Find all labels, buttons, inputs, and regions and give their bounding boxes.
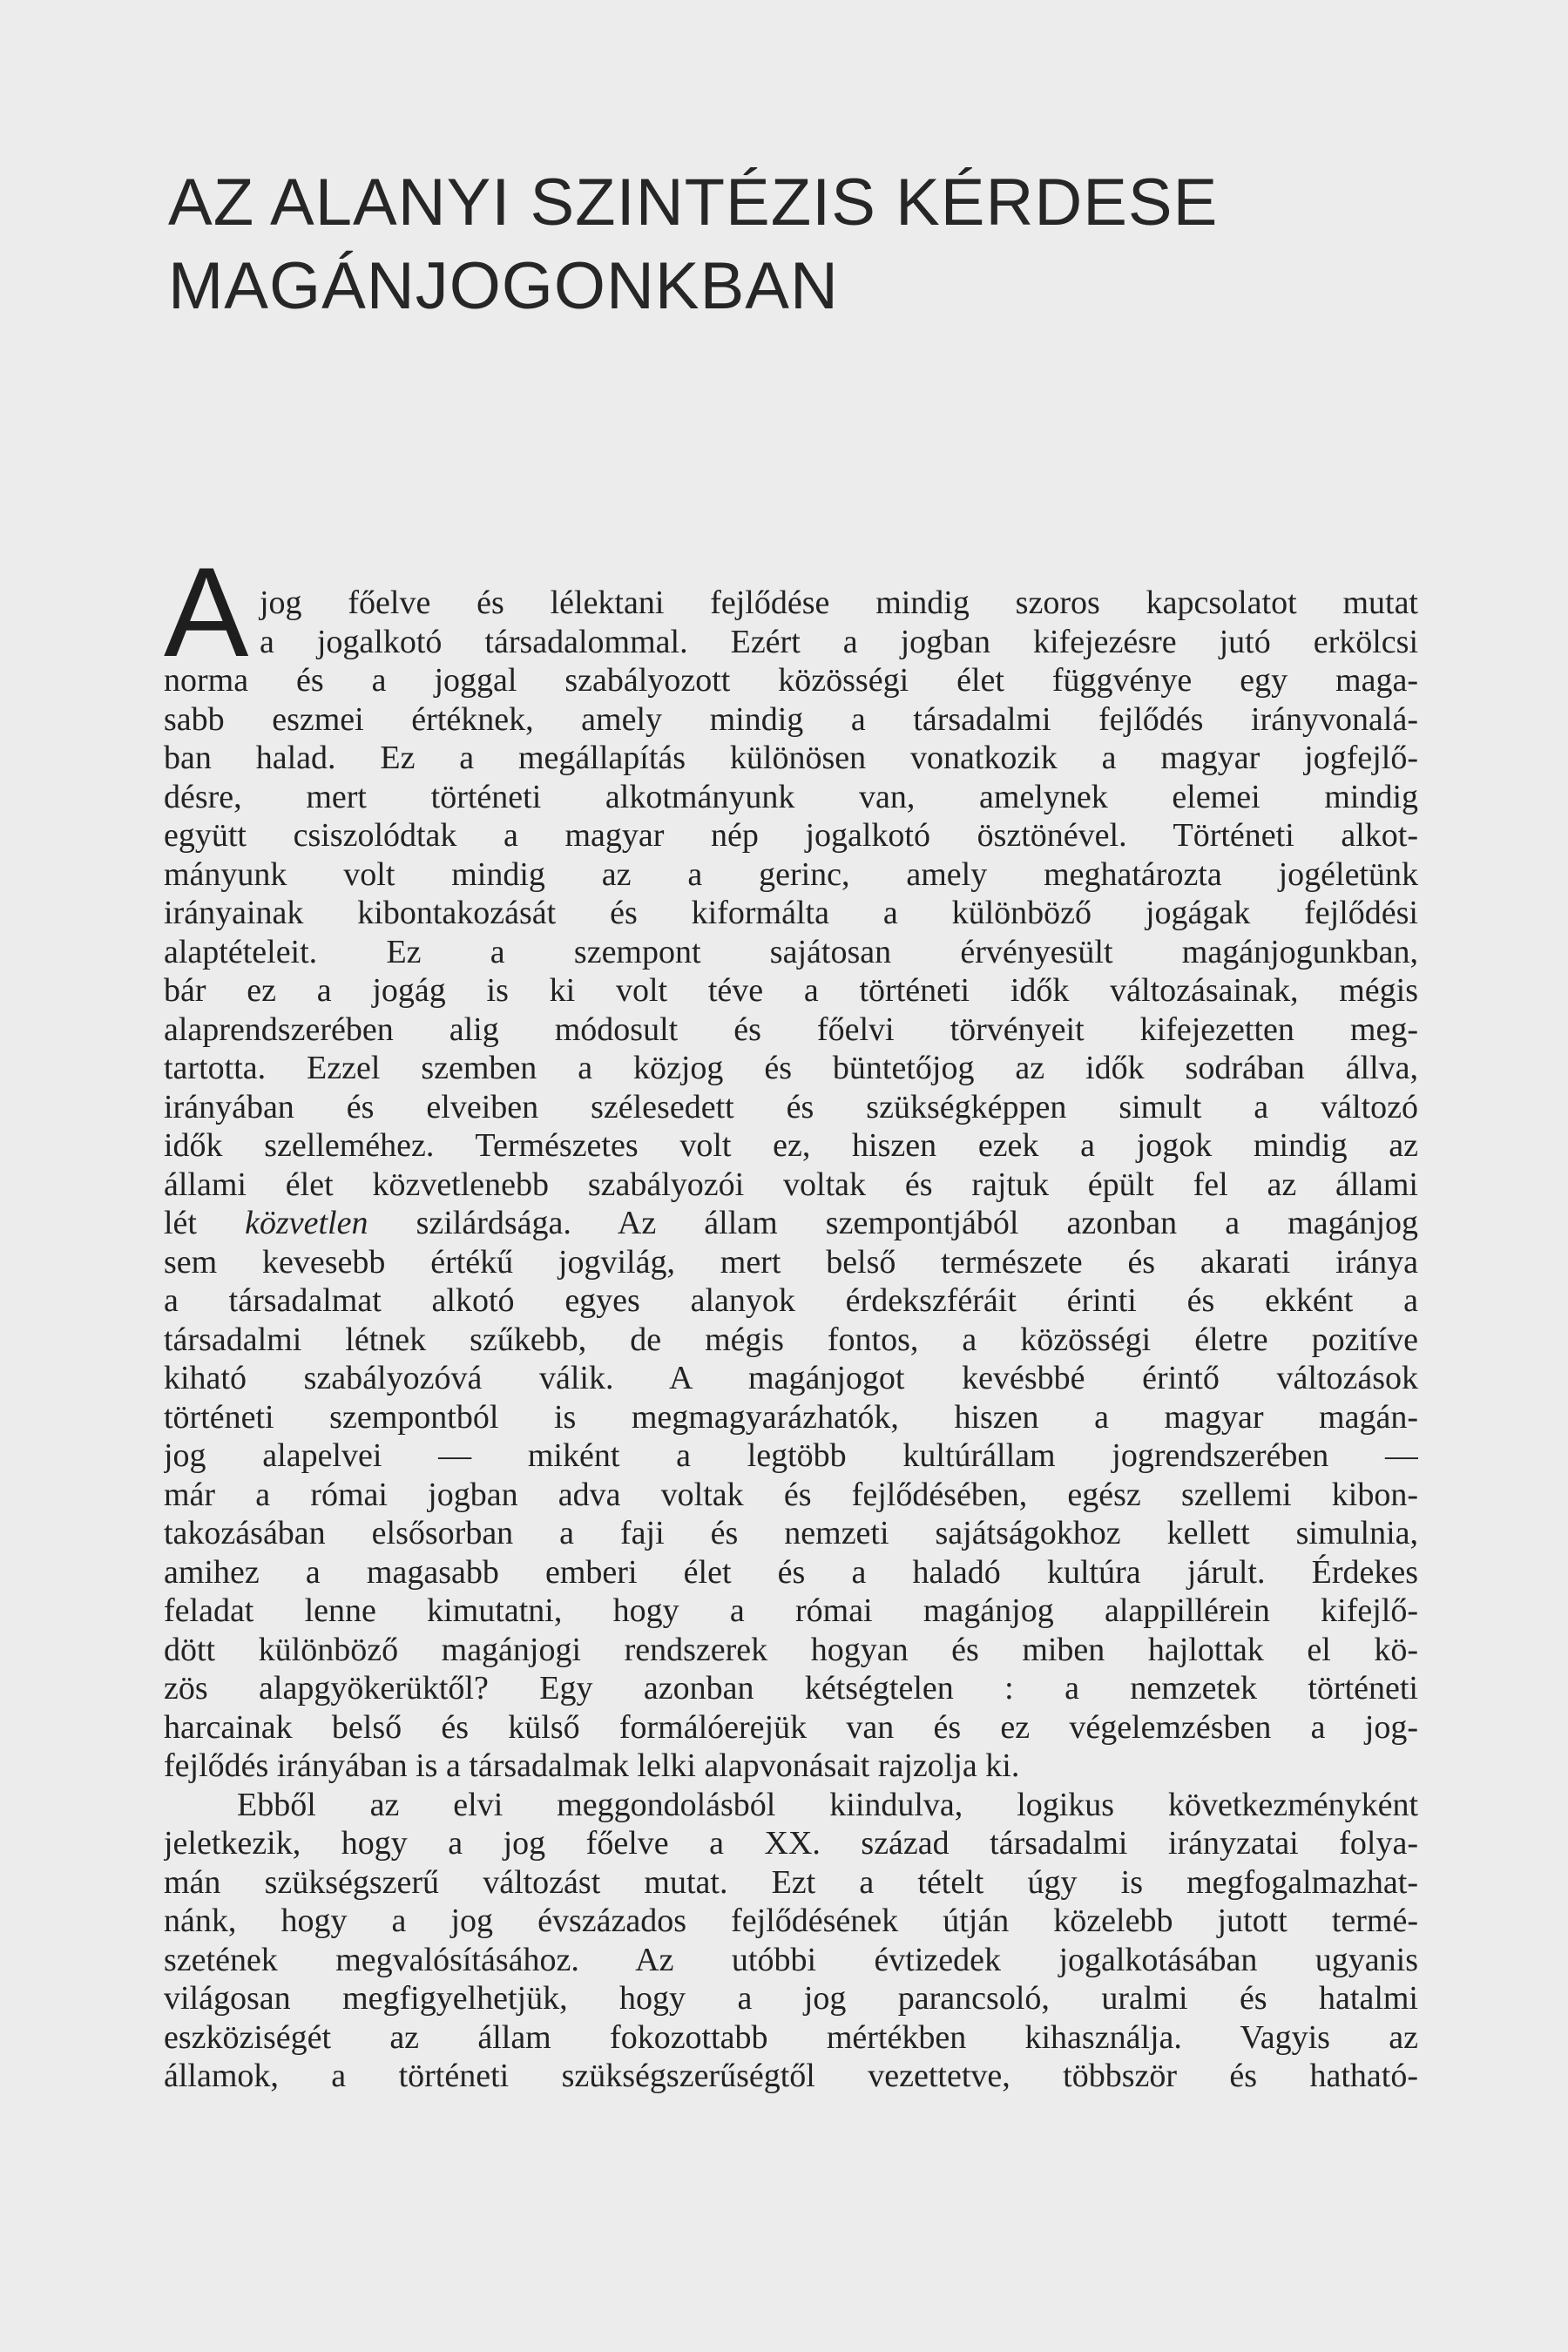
text-line: állami élet közvetlenebb szabályozói voltak és rajtuk épült fel az állami	[164, 1166, 1418, 1203]
text-fragment: szilárdsága. Az állam szempontjából azonban a magánjog	[416, 1205, 1418, 1241]
text-line: jeletkezik, hogy a jog főelve a XX. század társadalmi irányzatai folya-	[164, 1825, 1418, 1862]
text-line: mányunk volt mindig az a gerinc, amely meghatározta jogéletünk	[164, 855, 1418, 893]
text-line: idők szelleméhez. Természetes volt ez, hiszen ezek a jogok mindig az	[164, 1127, 1418, 1164]
text-line: Ebből az elvi meggondolásból kiindulva, logikus következményként	[237, 1786, 1418, 1823]
text-line: eszköziségét az állam fokozottabb mértékben kihasználja. Vagyis az	[164, 2018, 1418, 2056]
text-line: történeti szempontból is megmagyarázhatók, hiszen a magyar magán-	[164, 1398, 1418, 1436]
text-line: zös alapgyökerüktől? Egy azonban kétségtelen : a nemzetek történeti	[164, 1670, 1418, 1707]
text-line: kiható szabályozóvá válik. A magánjogot kevésbbé érintő változások	[164, 1360, 1418, 1396]
title-line-2: MAGÁNJOGONKBAN	[168, 249, 839, 323]
text-line: jog alapelvei — miként a legtöbb kultúrállam jogrendszerében —	[164, 1437, 1418, 1474]
drop-cap: A	[164, 541, 249, 683]
text-line: irányában és elveiben szélesedett és szükségképpen simult a változó	[164, 1088, 1418, 1125]
text-line: már a római jogban adva voltak és fejlődésében, egész szellemi kibon-	[164, 1476, 1418, 1513]
text-line: norma és a joggal szabályozott közösségi élet függvénye egy maga-	[164, 662, 1418, 699]
text-line: jog főelve és lélektani fejlődése mindig szoros kapcsolatot mutat	[260, 585, 1418, 621]
text-line: bár ez a jogág is ki volt téve a történeti idők változásainak, mégis	[164, 972, 1418, 1009]
paragraph-2	[164, 1786, 1418, 2096]
text-line: harcainak belső és külső formálóerejük van és ez végelemzésben a jog-	[164, 1708, 1418, 1746]
text-line: szetének megvalósításához. Az utóbbi évtizedek jogalkotásában ugyanis	[164, 1941, 1418, 1978]
text-line: ban halad. Ez a megállapítás különösen vonatkozik a magyar jogfejlő-	[164, 740, 1418, 776]
text-line: a társadalmat alkotó egyes alanyok érdekszféráit érinti és ekként a	[164, 1282, 1418, 1319]
text-line: világosan megfigyelhetjük, hogy a jog parancsoló, uralmi és hatalmi	[164, 1980, 1418, 2017]
text-line: dött különböző magánjogi rendszerek hogyan és miben hajlottak el kö-	[164, 1631, 1418, 1668]
title-line-1: AZ ALANYI SZINTÉZIS KÉRDESE	[168, 166, 1219, 240]
text-line: alaprendszerében alig módosult és főelvi törvényeit kifejezetten meg-	[164, 1010, 1418, 1048]
article-body	[164, 541, 1418, 2096]
paragraph-1	[164, 584, 1418, 1786]
text-line: tartotta. Ezzel szemben a közjog és büntetőjog az idők sodrában állva,	[164, 1050, 1418, 1086]
text-line: társadalmi létnek szűkebb, de mégis fontos, a közösségi életre pozitíve	[164, 1321, 1418, 1358]
text-line: amihez a magasabb emberi élet és a haladó kultúra járult. Érdekes	[164, 1553, 1418, 1591]
text-line: feladat lenne kimutatni, hogy a római magánjog alappillérein kifejlő-	[164, 1592, 1418, 1629]
text-line: sabb eszmei értéknek, amely mindig a társadalmi fejlődés irányvonalá-	[164, 700, 1418, 738]
text-line: alaptételeit. Ez a szempont sajátosan érvényesült magánjogunkban,	[164, 933, 1418, 970]
text-line: fejlődés irányában is a társadalmak lelki alapvonásait rajzolja ki.	[164, 1747, 1020, 1784]
text-line: désre, mert történeti alkotmányunk van, amelynek elemei mindig	[164, 778, 1418, 815]
text-line: irányainak kibontakozását és kiformálta a különböző jogágak fejlődési	[164, 895, 1418, 931]
text-line: takozásában elsősorban a faji és nemzeti sajátságokhoz kellett simulnia,	[164, 1515, 1418, 1551]
text-line: mán szükségszerű változást mutat. Ezt a tételt úgy is megfogalmazhat-	[164, 1863, 1418, 1901]
text-line	[164, 1204, 1418, 1243]
text-line: államok, a történeti szükségszerűségtől vezettetve, többször és hatható-	[164, 2058, 1418, 2094]
text-fragment: lét	[164, 1205, 197, 1241]
article-title	[168, 161, 1431, 328]
italic-word: közvetlen	[245, 1205, 368, 1241]
text-line: együtt csiszolódtak a magyar nép jogalkotó ösztönével. Történeti alkot-	[164, 817, 1418, 854]
text-line: sem kevesebb értékű jogvilág, mert belső természete és akarati iránya	[164, 1243, 1418, 1281]
text-line: nánk, hogy a jog évszázados fejlődésének útján közelebb jutott termé-	[164, 1903, 1418, 1939]
text-line: a jogalkotó társadalommal. Ezért a jogban kifejezésre jutó erkölcsi	[260, 623, 1418, 660]
